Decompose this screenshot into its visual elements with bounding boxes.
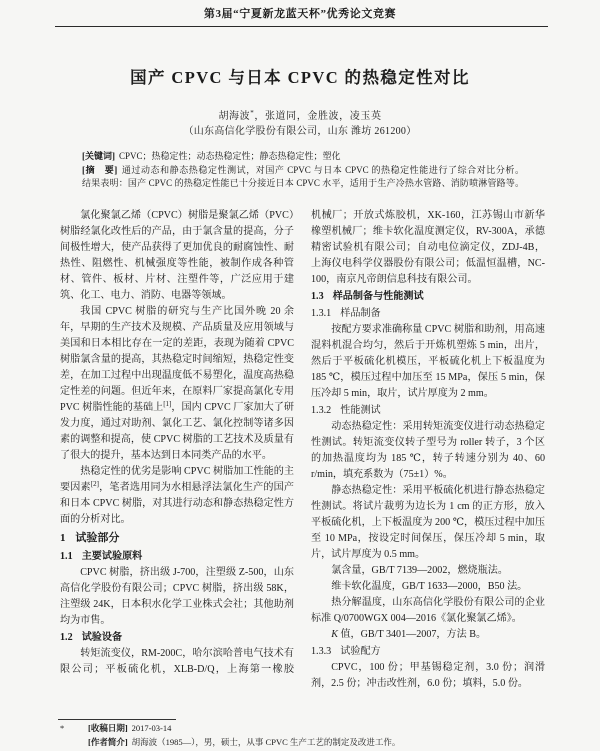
subsection-number: 1.2 xyxy=(60,632,73,643)
vicat-paragraph: 维卡软化温度，GB/T 1633—2000，B50 法。 xyxy=(331,581,528,592)
subsubsection-heading xyxy=(311,643,545,660)
coauthors: ，张道同，金胜波，凌玉英 xyxy=(254,111,382,122)
citation-superscript: [2] xyxy=(90,480,99,488)
subsection-title: 试验设备 xyxy=(81,632,123,643)
abstract-label: [摘 要] xyxy=(82,164,118,175)
subsubsection-heading xyxy=(311,402,545,419)
subsubsection-title: 试验配方 xyxy=(340,646,381,657)
paragraph-text: ，笔者选用同为水相悬浮法氯化生产的国产和日本 CPVC 树脂，对其进行动态和静态热稳定性方面的分析对比。 xyxy=(60,482,295,525)
sample-prep-paragraph: 按配方要求准确称量 CPVC 树脂和助剂，用高速混料机混合均匀，然后于开炼机塑炼 5 min，出片，然后于平板硫化机模压，平板硫化机上下板温度为 185 ℃，模压过程中加压至 15 MPa，保压 5 min，保压冷却 5 min，取片，试片厚度为 2 mm。 xyxy=(311,324,545,399)
static-stability-paragraph: 静态热稳定性：采用平板硫化机进行静态热稳定性测试。将试片裁剪为边长为 1 cm 的正方形，放入平板硫化机，上下板温度为 200 ℃，模压过程中加压至 10 MPa，按设定时间保压，保压冷却 5 min，取片，试片厚度为 0.5 mm。 xyxy=(311,485,545,560)
dynamic-stability-paragraph: 动态热稳定性：采用转矩流变仪进行动态热稳定性测试。转矩流变仪转子型号为 roller 转子，3 个区的加热温度均为 185 ℃，转子转速分别为 40、60 r/min，填充系数为（75±1）%。 xyxy=(311,421,545,480)
footnote-received-date xyxy=(60,722,560,734)
subsection-title: 主要试验原料 xyxy=(81,551,143,562)
intro-paragraph-1: 氯化聚氯乙烯（CPVC）树脂是聚氯乙烯（PVC）树脂经氯化改性后的产品，由于氯含量的提高，分子间极性增大，使产品获得了更加优良的耐腐蚀性、耐热性、阻燃性、机械强度等性能，被制作成各种管材、管件、板材、片材、注塑件等，广泛应用于建筑、化工、电力、消防、电器等领域。 xyxy=(60,210,294,301)
materials-paragraph: CPVC 树脂，挤出级 J-700，注塑级 Z-500，山东高信化学股份有限公司；CPVC 树脂，挤出级 58K，注塑级 24K，日本积水化学工业株式会社；其他助剂均为市售。 xyxy=(60,567,294,626)
intro-paragraph-2 xyxy=(60,304,294,464)
author-list xyxy=(0,110,600,123)
paragraph-text: ，国内 CPVC 厂家加大了研发力度，通过对助剂、氯化工艺、氯化控制等诸多因素的调整和提高，使 CPVC 树脂的工艺技术及质量有了很大的提升，基本达到日本同类产品的水平。 xyxy=(60,402,294,461)
section-number: 1 xyxy=(60,532,66,544)
footnote-value: 胡海波（1985—），男，硕士，从事 CPVC 生产工艺的制定及改进工作。 xyxy=(131,737,401,747)
footnote-author-bio xyxy=(60,736,560,748)
subsubsection-heading xyxy=(311,305,545,322)
author-affiliation: （山东高信化学股份有限公司，山东 潍坊 261200） xyxy=(183,126,417,137)
body-column-left xyxy=(60,208,294,678)
chlorine-content-paragraph: 氯含量，GB/T 7139—2002，燃烧瓶法。 xyxy=(331,565,508,576)
formulation-paragraph: CPVC，100 份；甲基锡稳定剂，3.0 份；润滑剂，2.5 份；冲击改性剂，6.0 份；填料，5.0 份。 xyxy=(311,662,545,689)
intro-paragraph-3 xyxy=(60,464,294,528)
subsubsection-title: 性能测试 xyxy=(340,405,381,416)
citation-superscript: [1] xyxy=(163,400,172,408)
keywords-abstract-block xyxy=(82,150,524,191)
equipment-paragraph-part-2: 机械厂；开放式炼胶机，XK-160，江苏锡山市新华橡塑机械厂；维卡软化温度测定仪，RV-300A，承德精密试验机有限公司；自动电位滴定仪，ZDJ-4B，上海仪电科学仪器股份有限公司；低温恒温槽，NC-100，南京凡帝朗信息科技有限公司。 xyxy=(311,210,545,285)
subsection-heading xyxy=(60,548,294,565)
abstract-text-2: 结果表明：国产 CPVC 的热稳定性能已十分接近日本 CPVC 水平，适用于生产冷热水管路、消防喷淋管路等。 xyxy=(82,178,524,188)
keywords-label: [关键词] xyxy=(82,151,115,161)
subsubsection-number: 1.3.1 xyxy=(311,308,332,319)
abstract-text-1: 通过动态和静态热稳定性测试，对国产 CPVC 与日本 CPVC 的热稳定性能进行了综合对比分析。 xyxy=(121,164,524,175)
corresponding-author-mark: * xyxy=(250,109,255,117)
equipment-paragraph-part-1: 转矩流变仪，RM-200C，哈尔滨哈普电气技术有限公司；平板硫化机，XLB-D/Q，上海第一橡胶 xyxy=(60,648,294,675)
subsection-heading xyxy=(311,288,545,305)
footnote-value: 2017-03-14 xyxy=(131,723,172,733)
body-column-right xyxy=(311,208,545,692)
decomposition-temp-paragraph: 热分解温度，山东高信化学股份有限公司的企业标准 Q/0700WGX 004—2016《氯化聚氯乙烯》。 xyxy=(311,597,545,624)
subsection-heading xyxy=(60,629,294,646)
paper-title: 国产 CPVC 与日本 CPVC 的热稳定性对比 xyxy=(130,68,470,87)
footnote-label: [作者简介] xyxy=(88,737,128,747)
section-title: 试验部分 xyxy=(75,532,120,544)
header-rule xyxy=(55,26,548,27)
subsubsection-number: 1.3.3 xyxy=(311,646,332,657)
footnote-label: [收稿日期] xyxy=(88,723,128,733)
first-author: 胡海波 xyxy=(218,111,251,122)
subsection-title: 样品制备与性能测试 xyxy=(332,291,424,302)
keywords-line xyxy=(82,150,524,164)
subsubsection-title: 样品制备 xyxy=(340,308,381,319)
running-header: 第3届“宁夏新龙蓝天杯”优秀论文竞赛 xyxy=(203,8,397,20)
subsection-number: 1.1 xyxy=(60,551,73,562)
paragraph-text: 值，GB/T 3401—2007，方法 B。 xyxy=(337,629,487,640)
paragraph-text: 我国 CPVC 树脂的研究与生产比国外晚 20 余年，早期的生产技术及规模、产品质量及应用领域与美国和日本相比存在一定的差距，表现为随着 CPVC 树脂氯含量的提高，其热稳定时间缩短，热稳定性变差，在加工过程中出现温度低不易塑化，温度高热稳定性差的问题。但近年来，在原料厂家提高氯化专用 PVC 树脂性能的基础上 xyxy=(60,306,294,413)
keywords-text: CPVC；热稳定性；动态热稳定性；静态热稳定性；塑化 xyxy=(119,151,341,161)
section-heading xyxy=(60,530,294,547)
footnote-mark: * xyxy=(60,723,65,733)
paragraph-text: 热稳定性的优劣是影响 CPVC 树脂加工性能的主要因素 xyxy=(60,466,294,493)
abstract-paragraph xyxy=(82,164,524,191)
k-value-paragraph xyxy=(311,627,545,643)
subsection-number: 1.3 xyxy=(311,291,324,302)
subsubsection-number: 1.3.2 xyxy=(311,405,332,416)
footnote-rule xyxy=(58,719,176,720)
k-symbol: K xyxy=(331,629,338,640)
